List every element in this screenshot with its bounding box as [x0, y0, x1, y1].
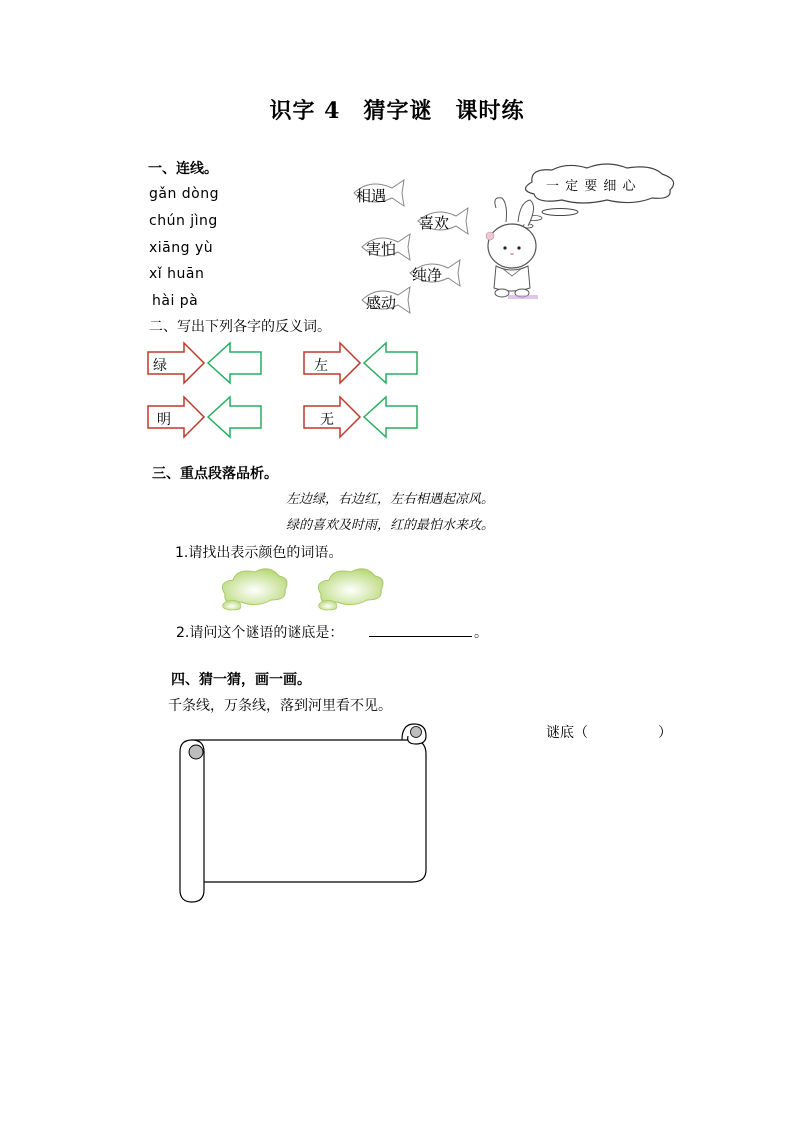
fish-word: 感动 [366, 294, 397, 312]
pinyin-item: xǐ huān [149, 266, 205, 282]
pinyin-item: chún jìng [149, 213, 218, 229]
antonym-char: 绿 [153, 358, 167, 374]
answer-blank[interactable] [369, 636, 472, 637]
poem-line: 左边绿，右边红，左右相遇起凉风。 [286, 492, 495, 507]
poem-line: 绿的喜欢及时雨，红的最怕水来攻。 [286, 518, 495, 533]
red-arrow [304, 343, 360, 383]
green-arrow [208, 343, 261, 383]
fish-word: 纯净 [412, 266, 443, 284]
section2-heading: 二、写出下列各字的反义词。 [149, 319, 331, 335]
fish-word: 喜欢 [419, 214, 450, 232]
riddle-text: 千条线，万条线，落到河里看不见。 [168, 698, 392, 714]
drawing-scroll[interactable] [176, 714, 432, 906]
bubble-text: 一 定 要 细 心 [546, 179, 637, 194]
pinyin-item: gǎn dòng [149, 186, 220, 202]
question-1: 1.请找出表示颜色的词语。 [175, 545, 343, 561]
pinyin-item: hài pà [152, 293, 199, 309]
question-2: 2.请问这个谜语的谜底是： [176, 625, 344, 641]
answer-clouds [215, 564, 385, 614]
antonym-char: 左 [314, 358, 328, 374]
green-arrow [364, 397, 417, 437]
answer-close: ） [658, 725, 672, 741]
cartoon-character [478, 196, 548, 304]
green-arrow [364, 343, 417, 383]
answer-label: 谜底（ [546, 725, 588, 741]
fish-word: 相遇 [356, 187, 387, 205]
antonym-char: 无 [320, 412, 334, 428]
page-title: 识字 4 猜字谜 课时练 [269, 98, 525, 124]
pinyin-item: xiāng yù [149, 240, 214, 256]
green-arrow [208, 397, 261, 437]
cloud-shape [318, 569, 383, 605]
fish-word: 害怕 [366, 240, 397, 258]
cloud-shape [222, 569, 287, 605]
section3-heading: 三、重点段落品析。 [152, 466, 278, 482]
section4-heading: 四、猜一猜，画一画。 [171, 672, 311, 688]
antonym-char: 明 [157, 412, 171, 428]
section1-heading: 一、连线。 [148, 161, 218, 177]
question-2-end: 。 [474, 625, 488, 641]
